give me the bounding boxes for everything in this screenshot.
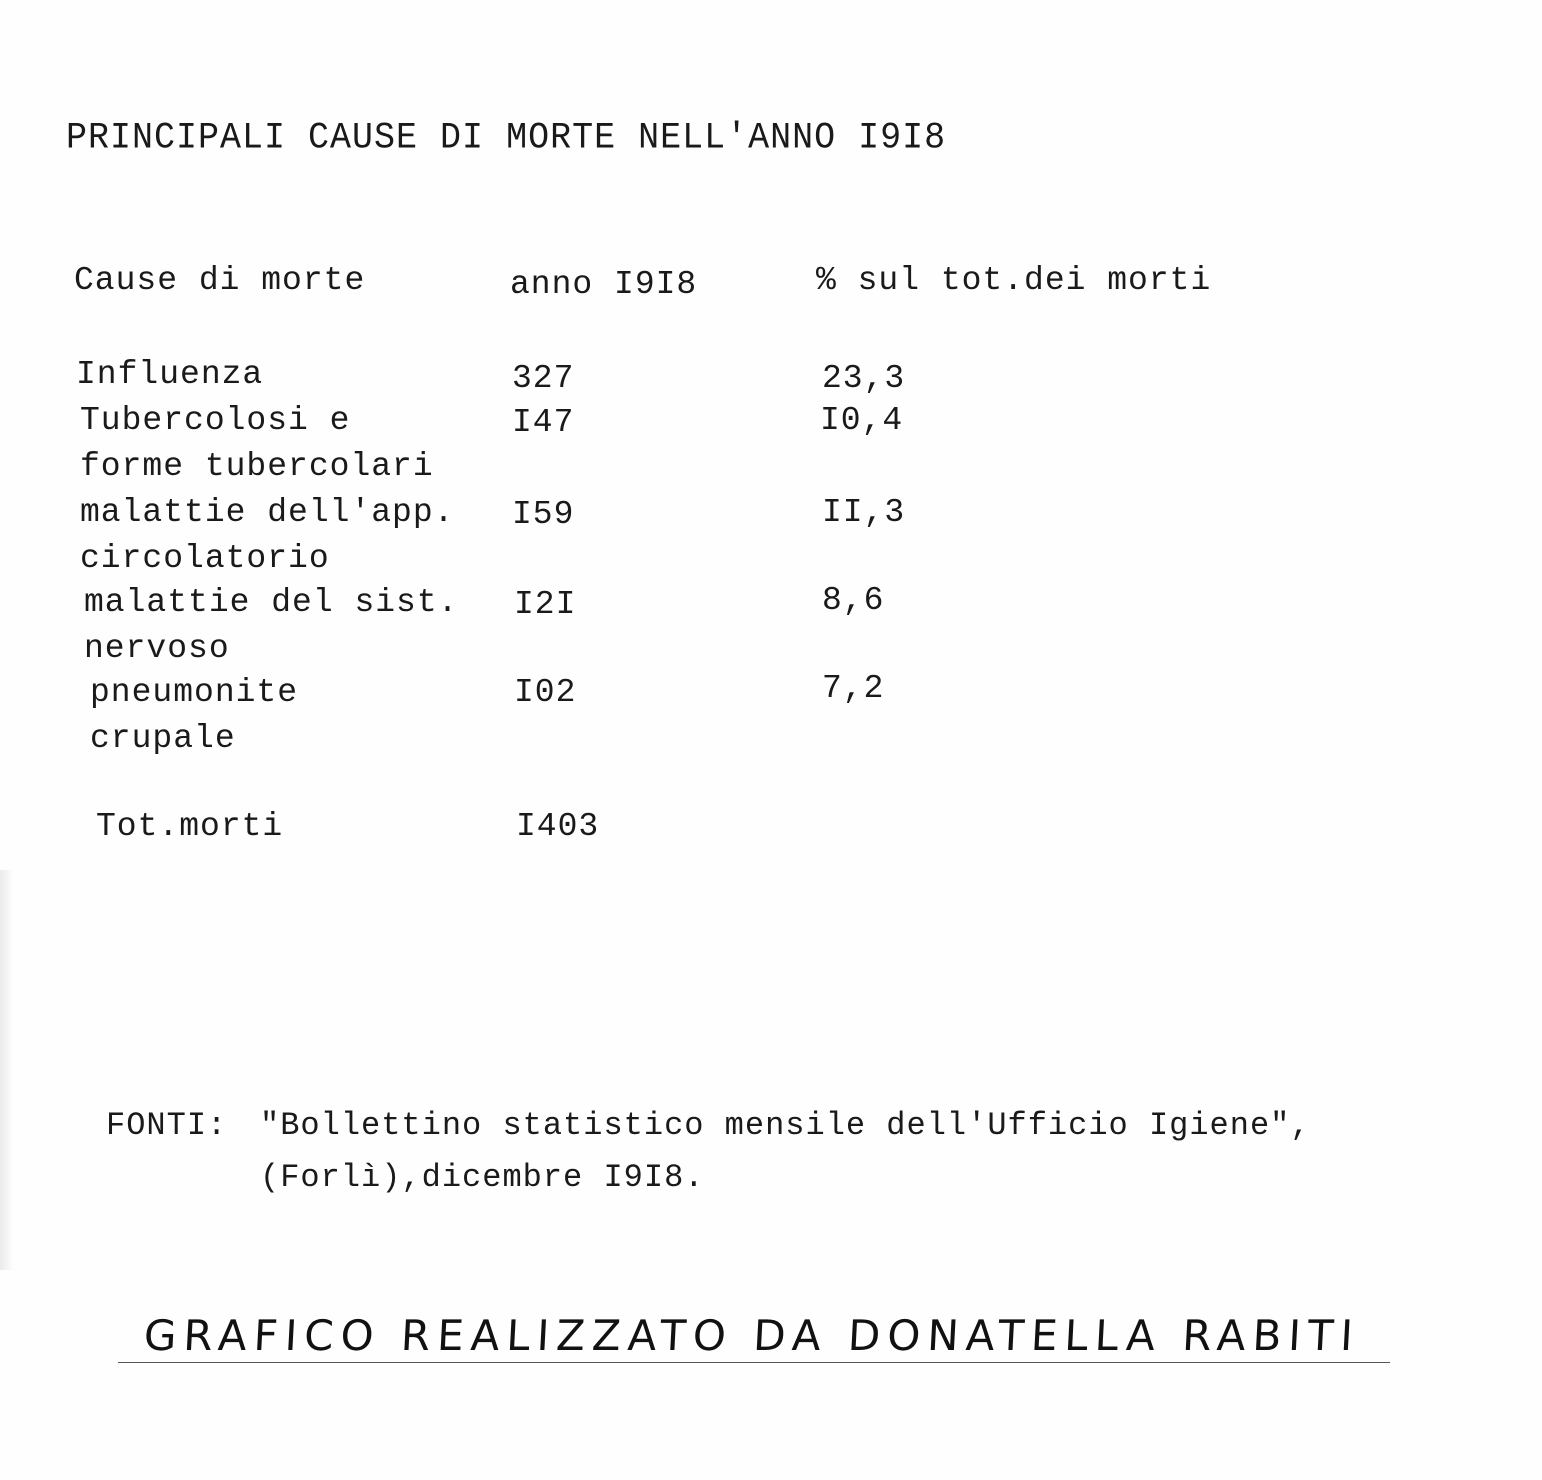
sources-line-2: (Forlì),dicembre I9I8. [260,1159,705,1196]
table-row-count: 327 [512,360,575,397]
table-row-percent: 8,6 [822,582,885,619]
table-row-cause [90,670,520,762]
cause-line: Influenza [76,356,264,393]
header-cause: Cause di morte [74,262,366,299]
scan-edge-shadow [0,870,14,1270]
table-row-count: I02 [514,674,577,711]
cause-line: crupale [90,720,236,757]
cause-line: circolatorio [80,540,330,577]
table-row-cause [84,580,514,672]
document-title: PRINCIPALI CAUSE DI MORTE NELL'ANNO I9I8 [66,117,947,159]
table-row-percent: 23,3 [822,360,906,397]
total-label: Tot.morti [96,808,284,845]
sources-line-1: "Bollettino statistico mensile dell'Ufficio Igiene", [260,1107,1311,1144]
table-row-cause [80,398,510,490]
table-row-percent: 7,2 [822,670,885,707]
table-row-count: I59 [512,496,575,533]
cause-line: Tubercolosi e [80,402,351,439]
sources-label: FONTI: [106,1107,228,1144]
cause-line: malattie dell'app. [80,494,455,531]
cause-line: malattie del sist. [84,584,459,621]
total-count: I403 [516,808,600,845]
table-row-cause [80,490,510,582]
table-row-count: I2I [514,586,577,623]
table-row-percent: II,3 [822,494,906,531]
credit-line [118,1300,1390,1363]
cause-line: forme tubercolari [80,448,434,485]
cause-line: pneumonite [90,674,299,711]
sources-note [106,1100,1311,1204]
header-percent: % sul tot.dei morti [816,262,1212,299]
table-row-cause [76,352,506,398]
table-row-count: I47 [512,404,575,441]
header-year: anno I9I8 [510,266,698,303]
cause-line: nervoso [84,630,230,667]
table-row-percent: I0,4 [820,402,904,439]
credit-text: GRAFICO REALIZZATO DA DONATELLA RABITI [142,1311,1362,1360]
